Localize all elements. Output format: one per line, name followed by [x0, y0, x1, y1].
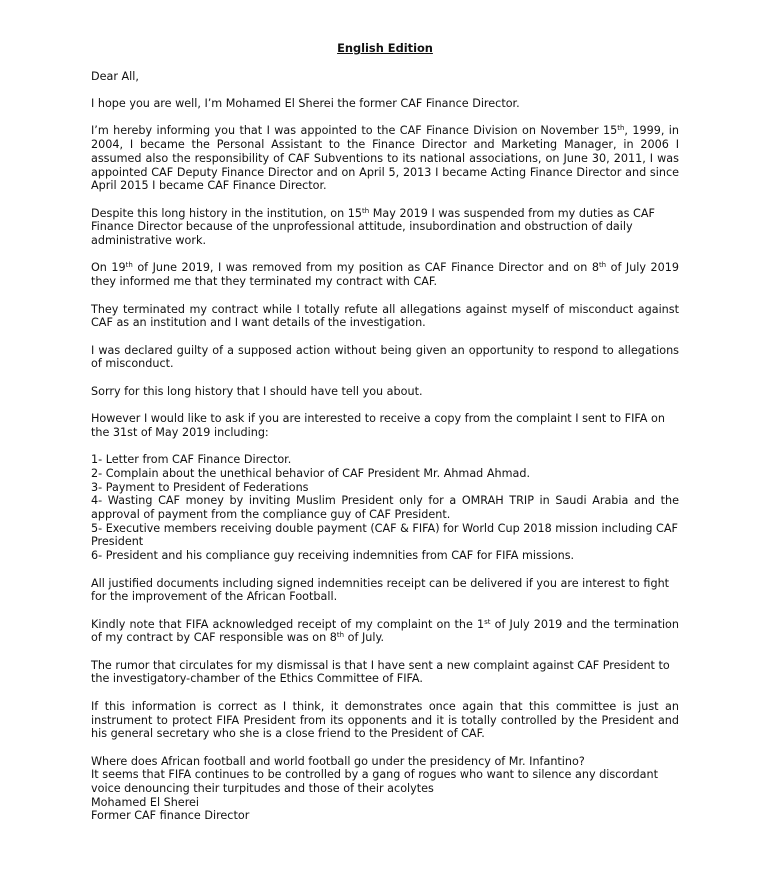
letter-page	[91, 42, 679, 823]
salutation: Dear All,	[91, 69, 139, 83]
list-item: 1- Letter from CAF Finance Director.	[91, 453, 292, 467]
list-item: 4- Wasting CAF money by inviting Muslim President only for a OMRAH TRIP in Saudi Arabia and the approval of payment from the compliance guy of CAF President.	[91, 494, 679, 522]
apology-paragraph: Sorry for this long history that I should have tell you about.	[91, 384, 423, 398]
career-paragraph: I’m hereby informing you that I was appointed to the CAF Finance Division on November 15th, 1999, in 2004, I became the Personal Assistant to the Finance Director and Marketing Manager, in 2006 I assumed also the responsibility of CAF Subventions to its national associations, on June 30, 2011, I was appointed CAF Deputy Finance Director and on April 5, 2013 I became Acting Finance Director and since April 2015 I became CAF Finance Director.	[91, 124, 679, 193]
signature-title: Former CAF finance Director	[91, 809, 250, 823]
list-item: 2- Complain about the unethical behavior of CAF President Mr. Ahmad Ahmad.	[91, 466, 530, 480]
committee-paragraph: If this information is correct as I think, it demonstrates once again that this committee is just an instrument to protect FIFA President from its opponents and it is totally controlled by the President and his general secretary who she is a close friend to the President of CAF.	[91, 699, 679, 741]
closing-statement: It seems that FIFA continues to be controlled by a gang of rogues who want to silence any discordant voice denouncing their turpitudes and those of their acolytes	[91, 768, 658, 796]
complaint-paragraph: However I would like to ask if you are interested to receive a copy from the complaint I sent to FIFA on the 31st of May 2019 including:	[91, 412, 665, 439]
closing-question: Where does African football and world football go under the presidency of Mr. Infantino?	[91, 754, 585, 768]
guilty-paragraph: I was declared guilty of a supposed action without being given an opportunity to respond to allegations of misconduct.	[91, 343, 679, 371]
signature-name: Mohamed El Sherei	[91, 795, 200, 809]
closing-block	[91, 755, 679, 824]
acknowledgement-paragraph: Kindly note that FIFA acknowledged receipt of my complaint on the 1st of July 2019 and the termination of my contract by CAF responsible was on 8th of July.	[91, 617, 679, 645]
rumor-paragraph: The rumor that circulates for my dismissal is that I have sent a new complaint against CAF President to the investigatory-chamber of the Ethics Committee of FIFA.	[91, 658, 670, 686]
documents-paragraph: All justified documents including signed indemnities receipt can be delivered if you are interest to fight for the improvement of the African Football.	[91, 576, 670, 604]
list-item: 3- Payment to President of Federations	[91, 480, 309, 494]
complaint-list	[91, 453, 679, 563]
removal-paragraph: On 19th of June 2019, I was removed from my position as CAF Finance Director and on 8th of July 2019 they informed me that they terminated my contract with CAF.	[91, 261, 679, 289]
list-item: 6- President and his compliance guy receiving indemnities from CAF for FIFA missions.	[91, 549, 575, 563]
list-item: 5- Executive members receiving double payment (CAF & FIFA) for World Cup 2018 mission including CAF President	[91, 521, 678, 549]
document-title: English Edition	[337, 41, 433, 55]
termination-paragraph: They terminated my contract while I totally refute all allegations against myself of misconduct against CAF as an institution and I want details of the investigation.	[91, 302, 679, 330]
suspension-paragraph: Despite this long history in the institution, on 15th May 2019 I was suspended from my duties as CAF Finance Director because of the unprofessional attitude, insubordination and obstruction of daily administrative work.	[91, 206, 655, 248]
intro-paragraph: I hope you are well, I’m Mohamed El Sherei the former CAF Finance Director.	[91, 97, 520, 111]
